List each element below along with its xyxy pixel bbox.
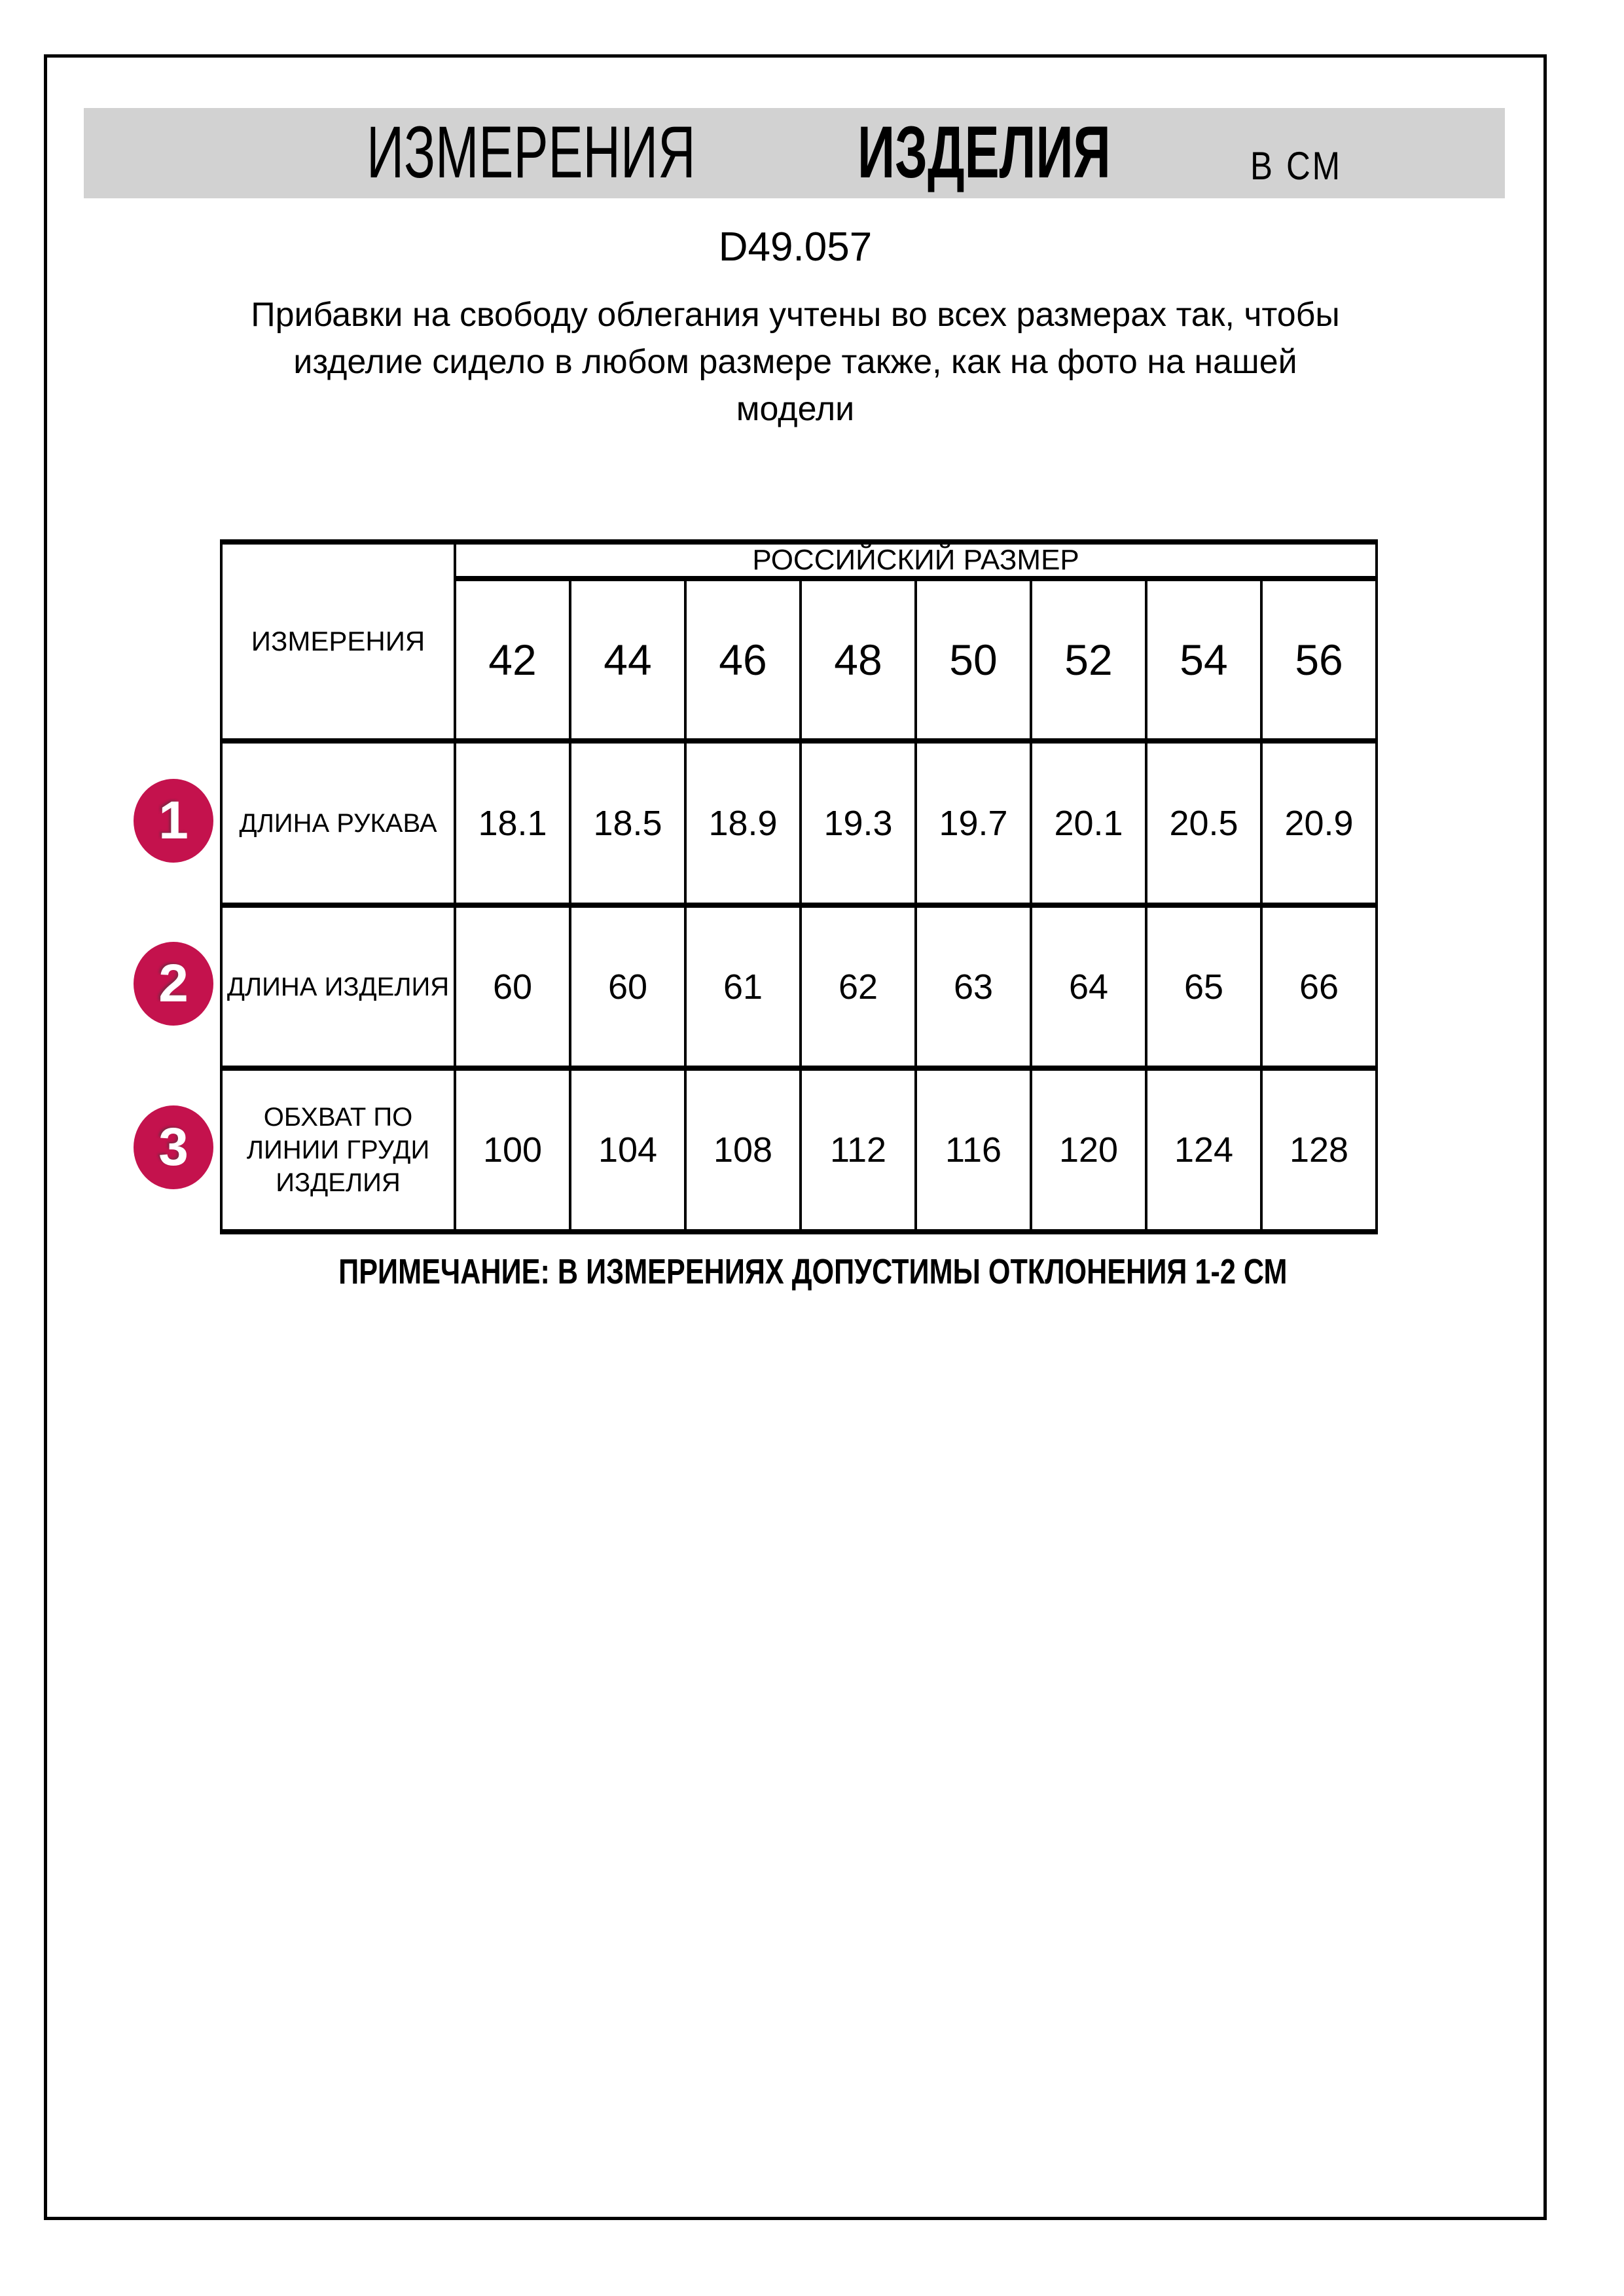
value-cell: 116 xyxy=(916,1068,1031,1232)
value-cell: 61 xyxy=(685,905,801,1068)
value-cell: 20.9 xyxy=(1261,741,1377,905)
row-label-cell: ОБХВАТ ПО ЛИНИИ ГРУДИ ИЗДЕЛИЯ xyxy=(221,1068,455,1232)
title-band xyxy=(84,108,1505,198)
value-cell: 60 xyxy=(455,905,570,1068)
value-cell: 100 xyxy=(455,1068,570,1232)
fit-description-line: модели xyxy=(736,390,855,428)
value-cell: 62 xyxy=(801,905,916,1068)
size-table xyxy=(220,539,1378,1234)
fit-description xyxy=(47,291,1543,433)
size-header-cell: 50 xyxy=(916,579,1031,741)
value-cell: 19.7 xyxy=(916,741,1031,905)
table-header-row xyxy=(221,542,1377,579)
table-row-chest-girth xyxy=(221,1068,1377,1232)
page-title-units: В СМ xyxy=(1250,144,1343,188)
value-cell: 64 xyxy=(1031,905,1146,1068)
size-header-cell: 54 xyxy=(1146,579,1261,741)
tolerance-note xyxy=(220,1254,1377,1289)
row-marker-1-number: 1 xyxy=(158,791,189,850)
value-cell: 112 xyxy=(801,1068,916,1232)
row-marker-2 xyxy=(134,942,213,1026)
size-header-cell: 56 xyxy=(1261,579,1377,741)
value-cell: 19.3 xyxy=(801,741,916,905)
value-cell: 60 xyxy=(570,905,685,1068)
value-cell: 20.1 xyxy=(1031,741,1146,905)
row-marker-3 xyxy=(134,1105,213,1189)
value-cell: 18.5 xyxy=(570,741,685,905)
group-header-cell: РОССИЙСКИЙ РАЗМЕР xyxy=(455,542,1377,579)
value-cell: 63 xyxy=(916,905,1031,1068)
row-label-cell: ДЛИНА РУКАВА xyxy=(221,741,455,905)
size-header-cell: 48 xyxy=(801,579,916,741)
fit-description-line: Прибавки на свободу облегания учтены во всех размерах так, чтобы xyxy=(251,296,1340,334)
row-marker-2-number: 2 xyxy=(158,954,189,1013)
model-code: D49.057 xyxy=(718,224,873,270)
page-title-measurements: ИЗМЕРЕНИЯ xyxy=(367,111,696,193)
value-cell: 20.5 xyxy=(1146,741,1261,905)
value-cell: 18.1 xyxy=(455,741,570,905)
page-border-frame xyxy=(44,54,1547,2220)
value-cell: 66 xyxy=(1261,905,1377,1068)
fit-description-line: изделие сидело в любом размере также, как на фото на нашей xyxy=(293,343,1297,381)
value-cell: 65 xyxy=(1146,905,1261,1068)
page-title-product: ИЗДЕЛИЯ xyxy=(857,111,1111,193)
value-cell: 18.9 xyxy=(685,741,801,905)
row-marker-3-number: 3 xyxy=(158,1117,189,1177)
row-marker-1 xyxy=(134,779,213,863)
table-row-item-length xyxy=(221,905,1377,1068)
tolerance-note-text: ПРИМЕЧАНИЕ: В ИЗМЕРЕНИЯХ ДОПУСТИМЫ ОТКЛОНЕНИЯ 1-2 СМ xyxy=(338,1252,1288,1291)
size-header-cell: 44 xyxy=(570,579,685,741)
value-cell: 128 xyxy=(1261,1068,1377,1232)
corner-header-cell: ИЗМЕРЕНИЯ xyxy=(221,542,455,741)
row-label-cell: ДЛИНА ИЗДЕЛИЯ xyxy=(221,905,455,1068)
table-row-sleeve-length xyxy=(221,741,1377,905)
value-cell: 104 xyxy=(570,1068,685,1232)
value-cell: 120 xyxy=(1031,1068,1146,1232)
size-header-cell: 42 xyxy=(455,579,570,741)
value-cell: 124 xyxy=(1146,1068,1261,1232)
value-cell: 108 xyxy=(685,1068,801,1232)
size-header-cell: 46 xyxy=(685,579,801,741)
size-header-cell: 52 xyxy=(1031,579,1146,741)
